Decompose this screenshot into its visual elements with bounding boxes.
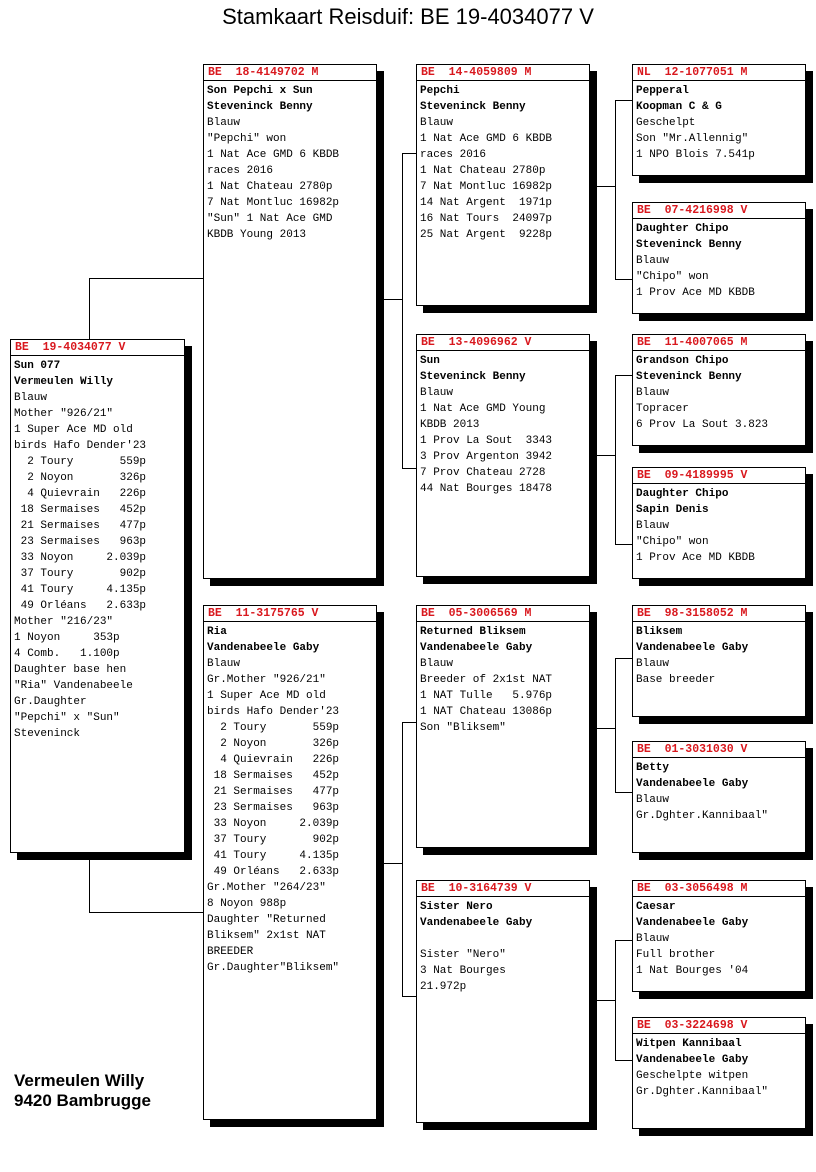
pigeon-info-line: 2 Noyon 326p <box>14 472 147 484</box>
pigeon-name: Grandson Chipo <box>636 355 729 367</box>
pigeon-info-line: 16 Nat Tours 24097p <box>420 213 553 225</box>
pigeon-info-line: 37 Toury 902p <box>207 834 340 846</box>
pigeon-info-line: 21 Sermaises 477p <box>14 520 147 532</box>
pigeon-info-line: Blauw <box>420 117 454 129</box>
pigeon-info-line: Steveninck <box>14 728 81 740</box>
connector <box>615 100 616 280</box>
pigeon-info-line: Geschelpte witpen <box>636 1070 749 1082</box>
pigeon-info-line: 4 Comb. 1.100p <box>14 648 120 660</box>
ring-number: BE 07-4216998 V <box>633 203 805 219</box>
pigeon-info-line: Sister "Nero" <box>420 949 506 961</box>
pigeon-info-line: 37 Toury 902p <box>14 568 147 580</box>
pigeon-info-line: 18 Sermaises 452p <box>14 504 147 516</box>
pigeon-info-line: 33 Noyon 2.039p <box>207 818 340 830</box>
pigeon-info-line: Blauw <box>14 392 48 404</box>
pigeon-info-line: Gr.Dghter.Kannibaal" <box>636 1086 769 1098</box>
pigeon-info-line: 8 Noyon 988p <box>207 898 287 910</box>
connector <box>615 1060 632 1061</box>
pigeon-info-line: 1 NAT Tulle 5.976p <box>420 690 553 702</box>
pigeon-info-line: 23 Sermaises 963p <box>207 802 340 814</box>
pigeon-info-line: 1 Nat Chateau 2780p <box>420 165 546 177</box>
pigeon-info-line: 1 Nat Ace GMD Young <box>420 403 546 415</box>
breeder-name: Vandenabeele Gaby <box>420 642 533 654</box>
pigeon-card-subject <box>10 339 185 853</box>
pigeon-info-line: Gr.Dghter.Kannibaal" <box>636 810 769 822</box>
breeder-name: Vandenabeele Gaby <box>636 1054 749 1066</box>
connector <box>615 940 632 941</box>
ring-number: NL 12-1077051 M <box>633 65 805 81</box>
pigeon-info-line: Gr.Daughter <box>14 696 87 708</box>
pigeon-card-ggp-2 <box>632 202 806 314</box>
pigeon-card-ggp-6 <box>632 741 806 853</box>
pigeon-info-line: Blauw <box>207 658 241 670</box>
pigeon-info-line: races 2016 <box>207 165 274 177</box>
pigeon-info-line: 1 Super Ace MD old <box>14 424 133 436</box>
pigeon-info-line: 1 Prov Ace MD KBDB <box>636 287 755 299</box>
pigeon-info-line: 2 Toury 559p <box>207 722 340 734</box>
connector <box>597 728 615 729</box>
pigeon-info-line: Base breeder <box>636 674 716 686</box>
connector <box>615 658 632 659</box>
pigeon-info-line: "Sun" 1 Nat Ace GMD <box>207 213 333 225</box>
pigeon-info-line: 1 Nat Ace GMD 6 KBDB <box>420 133 553 145</box>
ring-number: BE 10-3164739 V <box>417 881 589 897</box>
pigeon-info-line: 21.972p <box>420 981 467 993</box>
pigeon-card-dam-dam <box>416 880 590 1123</box>
pigeon-info-line: 21 Sermaises 477p <box>207 786 340 798</box>
pigeon-info-line: 33 Noyon 2.039p <box>14 552 147 564</box>
pigeon-info-line: Blauw <box>636 520 670 532</box>
pigeon-info-line: Mother "216/23" <box>14 616 114 628</box>
pigeon-info-line: Blauw <box>420 658 454 670</box>
pigeon-info-line: 49 Orléans 2.633p <box>14 600 147 612</box>
pigeon-name: Returned Bliksem <box>420 626 526 638</box>
pigeon-info-line: Blauw <box>636 933 670 945</box>
connector <box>89 278 90 340</box>
pigeon-info-line: Gr.Mother "926/21" <box>207 674 326 686</box>
ring-number: BE 05-3006569 M <box>417 606 589 622</box>
pigeon-info-line: Blauw <box>420 387 454 399</box>
connector <box>89 278 204 279</box>
pigeon-info-line: "Pepchi" x "Sun" <box>14 712 120 724</box>
pigeon-info-line: Daughter "Returned <box>207 914 326 926</box>
breeder-name: Vandenabeele Gaby <box>636 642 749 654</box>
breeder-name: Steveninck Benny <box>207 101 313 113</box>
pigeon-info-line: 25 Nat Argent 9228p <box>420 229 553 241</box>
pigeon-info-line: 18 Sermaises 452p <box>207 770 340 782</box>
breeder-address: 9420 Bambrugge <box>14 1091 151 1110</box>
breeder-name: Vandenabeele Gaby <box>636 917 749 929</box>
pigeon-info-line: 1 Noyon 353p <box>14 632 120 644</box>
connector <box>615 544 632 545</box>
pigeon-name: Ria <box>207 626 227 638</box>
pigeon-info-line <box>420 931 586 947</box>
pigeon-info-line: 3 Nat Bourges <box>420 965 506 977</box>
pigeon-info-line: Topracer <box>636 403 689 415</box>
breeder-name: Steveninck Benny <box>420 101 526 113</box>
pigeon-info-line: 1 Nat Ace GMD 6 KBDB <box>207 149 340 161</box>
pigeon-card-ggp-1 <box>632 64 806 176</box>
connector <box>402 153 403 469</box>
pigeon-name: Sun <box>420 355 440 367</box>
pigeon-card-sire <box>203 64 377 579</box>
pigeon-info-line: BREEDER <box>207 946 254 958</box>
pigeon-info-line: 7 Prov Chateau 2728 <box>420 467 546 479</box>
ring-number: BE 19-4034077 V <box>11 340 184 356</box>
connector <box>597 186 615 187</box>
breeder-name: Vandenabeele Gaby <box>207 642 320 654</box>
pigeon-name: Sun 077 <box>14 360 61 372</box>
ring-number: BE 11-4007065 M <box>633 335 805 351</box>
breeder-name: Vermeulen Willy <box>14 376 114 388</box>
pigeon-info-line: birds Hafo Dender'23 <box>207 706 340 718</box>
ring-number: BE 03-3224698 V <box>633 1018 805 1034</box>
pigeon-card-ggp-8 <box>632 1017 806 1129</box>
pigeon-info-line: 41 Toury 4.135p <box>14 584 147 596</box>
pigeon-info-line: Daughter base hen <box>14 664 127 676</box>
breeder-name: Vermeulen Willy <box>14 1071 145 1090</box>
pigeon-name: Son Pepchi x Sun <box>207 85 313 97</box>
connector <box>402 468 417 469</box>
pigeon-info-line: 14 Nat Argent 1971p <box>420 197 553 209</box>
pigeon-info-line: Son "Bliksem" <box>420 722 506 734</box>
breeder-footer <box>14 1071 151 1111</box>
ring-number: BE 98-3158052 M <box>633 606 805 622</box>
pigeon-info-line: Blauw <box>636 387 670 399</box>
pigeon-info-line: Blauw <box>636 255 670 267</box>
pigeon-info-line: 1 Nat Chateau 2780p <box>207 181 333 193</box>
connector <box>89 852 90 912</box>
pigeon-info-line: "Pepchi" won <box>207 133 287 145</box>
connector <box>597 455 615 456</box>
ring-number: BE 11-3175765 V <box>204 606 376 622</box>
pigeon-name: Daughter Chipo <box>636 223 729 235</box>
connector <box>615 279 632 280</box>
pigeon-info-line: races 2016 <box>420 149 487 161</box>
connector <box>402 722 403 997</box>
connector <box>597 1000 615 1001</box>
pigeon-card-ggp-7 <box>632 880 806 992</box>
pigeon-card-ggp-5 <box>632 605 806 717</box>
pigeon-info-line: 1 Prov La Sout 3343 <box>420 435 553 447</box>
pigeon-info-line: Gr.Daughter"Bliksem" <box>207 962 340 974</box>
pigeon-info-line: "Chipo" won <box>636 536 709 548</box>
pigeon-card-sire-dam <box>416 334 590 577</box>
pigeon-info-line: Breeder of 2x1st NAT <box>420 674 553 686</box>
pigeon-info-line: Geschelpt <box>636 117 696 129</box>
ring-number: BE 13-4096962 V <box>417 335 589 351</box>
breeder-name: Steveninck Benny <box>636 239 742 251</box>
pigeon-info-line: Bliksem" 2x1st NAT <box>207 930 326 942</box>
pigeon-info-line: 2 Toury 559p <box>14 456 147 468</box>
pigeon-card-dam <box>203 605 377 1120</box>
breeder-name: Steveninck Benny <box>636 371 742 383</box>
pigeon-info-line: 4 Quievrain 226p <box>207 754 340 766</box>
ring-number: BE 09-4189995 V <box>633 468 805 484</box>
breeder-name: Koopman C & G <box>636 101 722 113</box>
pigeon-info-line: 1 Nat Bourges '04 <box>636 965 749 977</box>
breeder-name: Steveninck Benny <box>420 371 526 383</box>
pigeon-card-ggp-3 <box>632 334 806 446</box>
pigeon-info-line: 7 Nat Montluc 16982p <box>420 181 553 193</box>
pigeon-info-line: 1 Super Ace MD old <box>207 690 326 702</box>
connector <box>402 153 417 154</box>
breeder-name: Sapin Denis <box>636 504 709 516</box>
pigeon-info-line: Son "Mr.Allennig" <box>636 133 749 145</box>
pigeon-info-line: "Ria" Vandenabeele <box>14 680 133 692</box>
pigeon-info-line: Mother "926/21" <box>14 408 114 420</box>
connector <box>615 658 616 793</box>
pigeon-info-line: Gr.Mother "264/23" <box>207 882 326 894</box>
connector <box>384 863 402 864</box>
connector <box>402 996 417 997</box>
pigeon-info-line: 1 NPO Blois 7.541p <box>636 149 755 161</box>
pigeon-name: Pepperal <box>636 85 689 97</box>
pigeon-info-line: 1 NAT Chateau 13086p <box>420 706 553 718</box>
pigeon-name: Betty <box>636 762 670 774</box>
page-title: Stamkaart Reisduif: BE 19-4034077 V <box>222 4 594 29</box>
pigeon-info-line: KBDB Young 2013 <box>207 229 307 241</box>
connector <box>89 912 204 913</box>
pigeon-card-dam-sire <box>416 605 590 848</box>
connector <box>402 722 417 723</box>
pigeon-info-line: Blauw <box>207 117 241 129</box>
pigeon-info-line: 3 Prov Argenton 3942 <box>420 451 553 463</box>
pigeon-info-line: 2 Noyon 326p <box>207 738 340 750</box>
ring-number: BE 18-4149702 M <box>204 65 376 81</box>
pigeon-name: Sister Nero <box>420 901 493 913</box>
pigeon-info-line: 1 Prov Ace MD KBDB <box>636 552 755 564</box>
pigeon-card-sire-sire <box>416 64 590 306</box>
pigeon-info-line: birds Hafo Dender'23 <box>14 440 147 452</box>
breeder-name: Vandenabeele Gaby <box>636 778 749 790</box>
ring-number: BE 14-4059809 M <box>417 65 589 81</box>
pigeon-info-line: 23 Sermaises 963p <box>14 536 147 548</box>
pigeon-name: Daughter Chipo <box>636 488 729 500</box>
pigeon-info-line: 6 Prov La Sout 3.823 <box>636 419 769 431</box>
connector <box>384 299 402 300</box>
pigeon-info-line: Blauw <box>636 658 670 670</box>
breeder-name: Vandenabeele Gaby <box>420 917 533 929</box>
pigeon-name: Bliksem <box>636 626 683 638</box>
connector <box>615 940 616 1061</box>
pigeon-card-ggp-4 <box>632 467 806 579</box>
connector <box>615 375 616 545</box>
ring-number: BE 01-3031030 V <box>633 742 805 758</box>
pigeon-name: Caesar <box>636 901 676 913</box>
pigeon-info-line: 7 Nat Montluc 16982p <box>207 197 340 209</box>
connector <box>615 100 632 101</box>
ring-number: BE 03-3056498 M <box>633 881 805 897</box>
connector <box>615 375 632 376</box>
pigeon-info-line: KBDB 2013 <box>420 419 480 431</box>
pigeon-info-line: 49 Orléans 2.633p <box>207 866 340 878</box>
pigeon-info-line: Blauw <box>636 794 670 806</box>
connector <box>615 792 632 793</box>
pigeon-name: Witpen Kannibaal <box>636 1038 742 1050</box>
pigeon-name: Pepchi <box>420 85 460 97</box>
pigeon-info-line: 4 Quievrain 226p <box>14 488 147 500</box>
pigeon-info-line: 41 Toury 4.135p <box>207 850 340 862</box>
pigeon-info-line: "Chipo" won <box>636 271 709 283</box>
pigeon-info-line: 44 Nat Bourges 18478 <box>420 483 553 495</box>
pigeon-info-line: Full brother <box>636 949 716 961</box>
